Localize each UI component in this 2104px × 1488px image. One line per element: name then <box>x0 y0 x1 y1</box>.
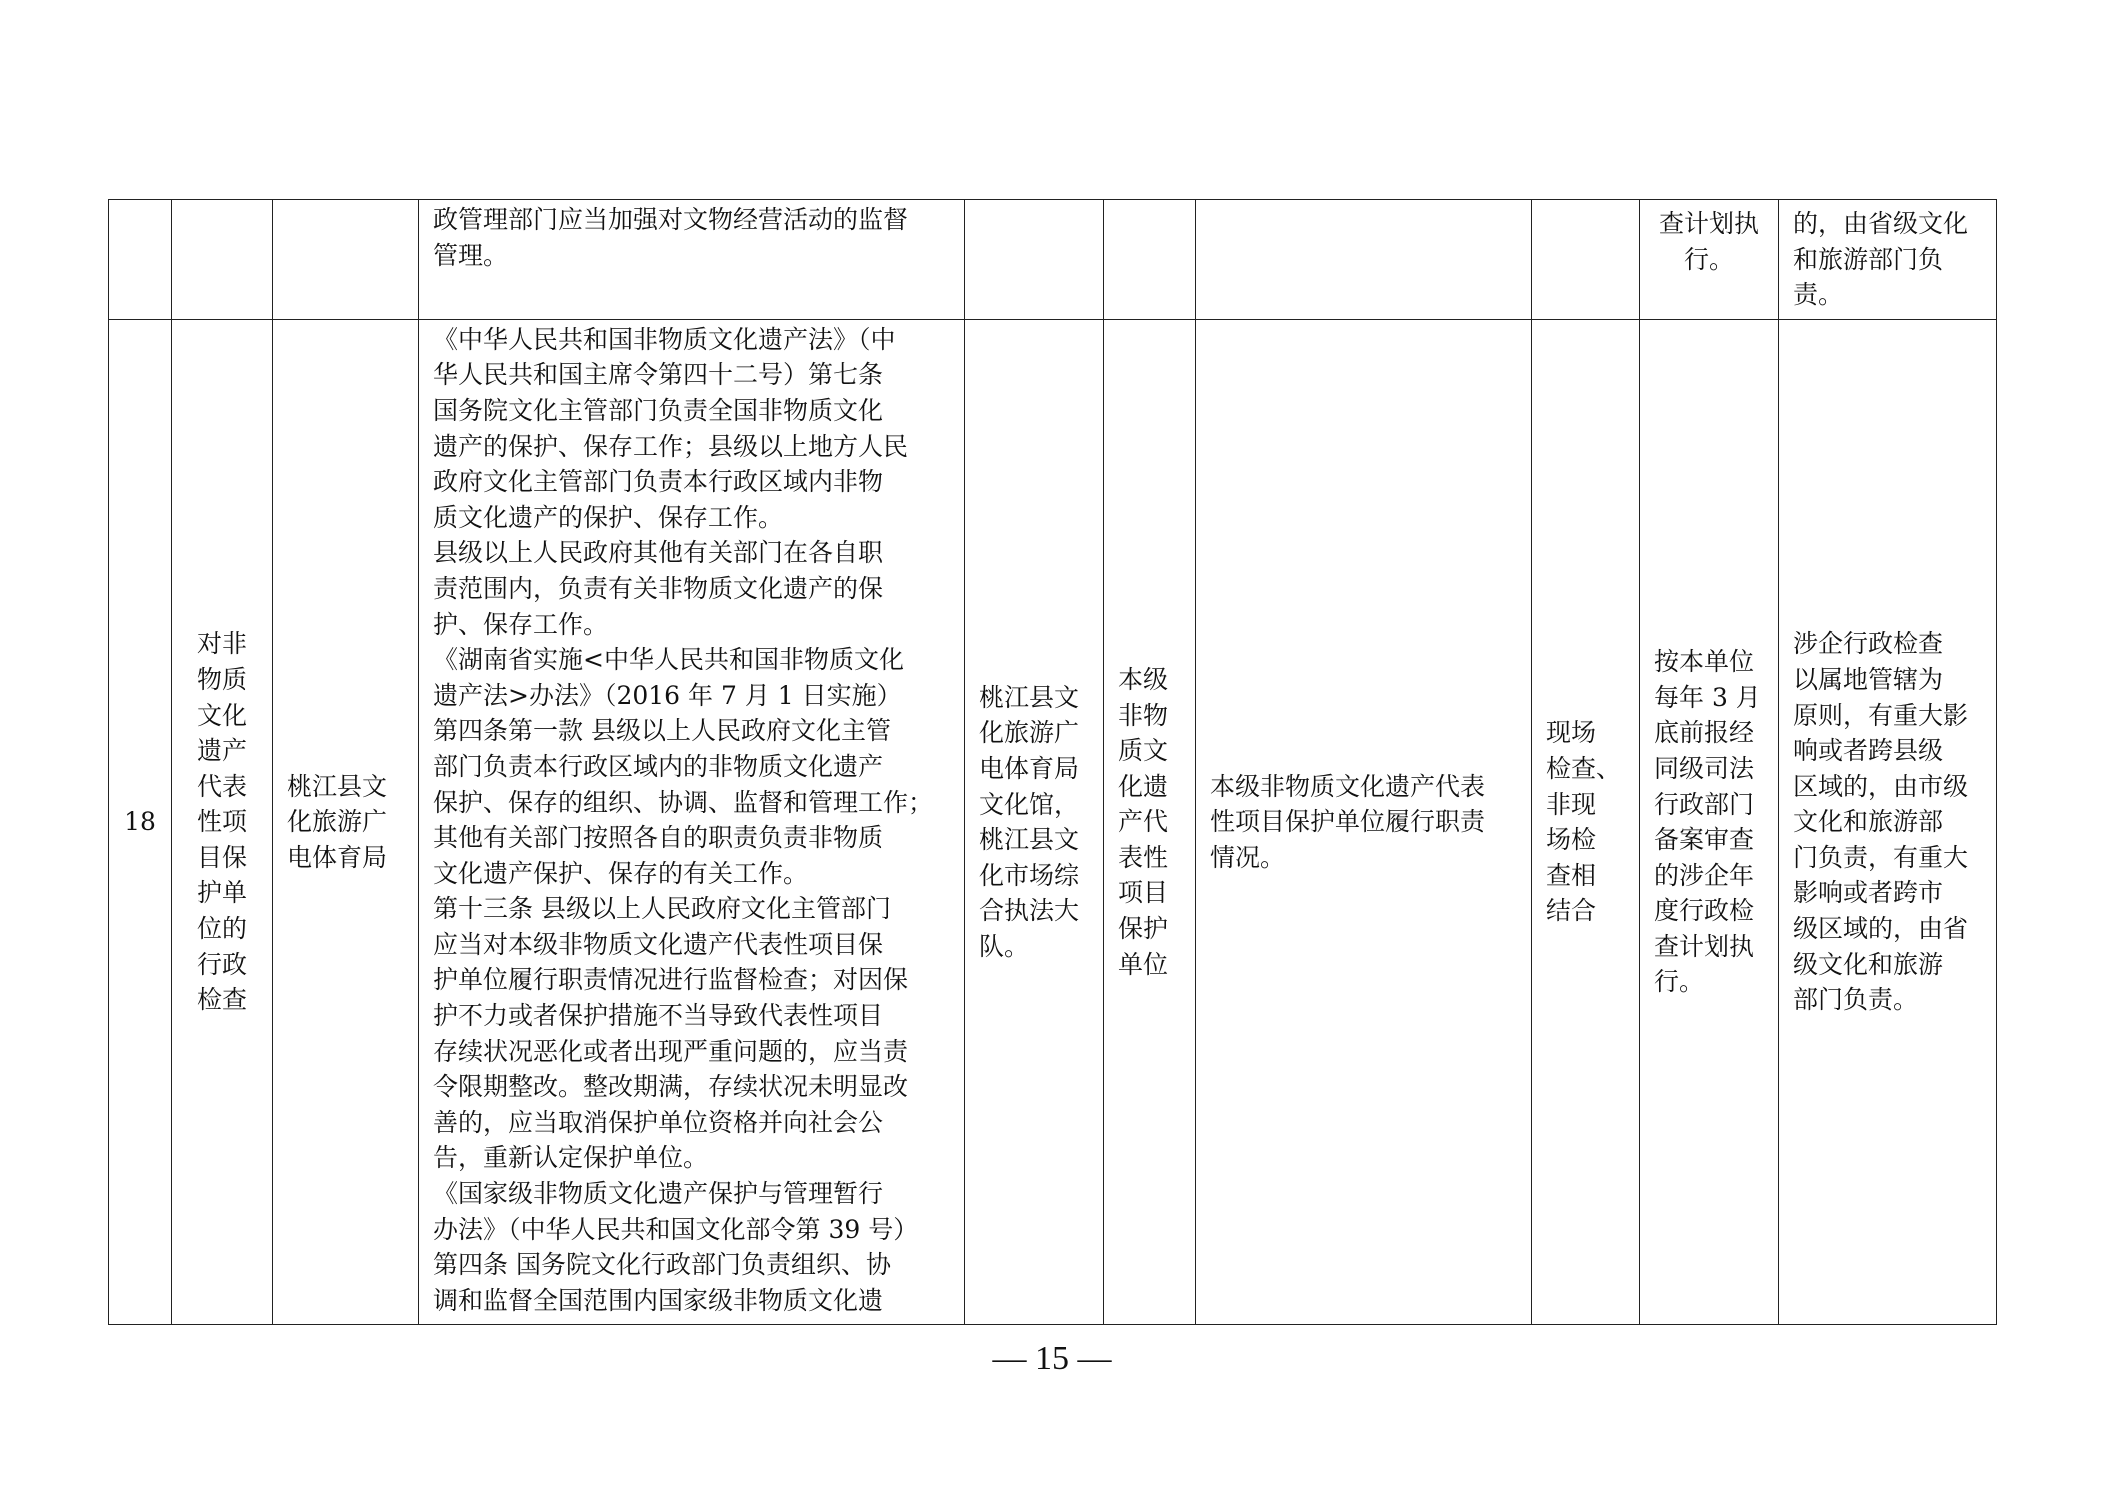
cell-implementer: 桃江县文 化旅游广 电体育局 文化馆， 桃江县文 化市场综 合执法大 队。 <box>965 319 1104 1325</box>
cell-implementer <box>965 200 1104 320</box>
cell-note: 的，由省级文化 和旅游部门负 责。 <box>1779 200 1997 320</box>
cell-authority <box>273 200 419 320</box>
cell-item: 对非 物质 文化 遗产 代表 性项 目保 护单 位的 行政 检查 <box>172 319 273 1325</box>
cell-method <box>1532 200 1640 320</box>
cell-method: 现场 检查、 非现 场检 查相 结合 <box>1532 319 1640 1325</box>
cell-plan: 按本单位 每年 3 月 底前报经 同级司法 行政部门 备案审查 的涉企年 度行政检 查计划执 行。 <box>1640 319 1779 1325</box>
cell-note: 涉企行政检查 以属地管辖为 原则，有重大影 响或者跨县级 区域的，由市级 文化和旅游部 门负责，有重大 影响或者跨市 级区域的，由省 级文化和旅游 部门负责。 <box>1779 319 1997 1325</box>
cell-object <box>1104 200 1196 320</box>
cell-no <box>109 200 172 320</box>
cell-plan: 查计划执 行。 <box>1640 200 1779 320</box>
cell-authority: 桃江县文 化旅游广 电体育局 <box>273 319 419 1325</box>
cell-basis: 政管理部门应当加强对文物经营活动的监督 管理。 <box>419 200 965 320</box>
cell-no: 18 <box>109 319 172 1325</box>
cell-content <box>1196 200 1532 320</box>
table-row-18 <box>109 319 1997 1325</box>
cell-object: 本级 非物 质文 化遗 产代 表性 项目 保护 单位 <box>1104 319 1196 1325</box>
inspection-table <box>108 199 1997 1325</box>
cell-basis: 《中华人民共和国非物质文化遗产法》（中 华人民共和国主席令第四十二号）第七条 国务院文化主管部门负责全国非物质文化 遗产的保护、保存工作；县级以上地方人民 政府文化主管部门负责本行政区域内非物 质文化遗产的保护、保存工作。 县级以上人民政府其他有关部门在各自职 责范围内，负责有关非物质文化遗产的保 护、保存工作。 《湖南省实施<中华人民共和国非物质文化 遗产法>办法》（2016 年 7 月 1 日实施） 第四条第一款 县级以上人民政府文化主管 部门负责本行政区域内的非物质文化遗产 保护、保存的组织、协调、监督和管理工作； 其他有关部门按照各自的职责负责非物质 文化遗产保护、保存的有关工作。 第十三条 县级以上人民政府文化主管部门 应当对本级非物质文化遗产代表性项目保 护单位履行职责情况进行监督检查；对因保 护不力或者保护措施不当导致代表性项目 存续状况恶化或者出现严重问题的，应当责 令限期整改。整改期满，存续状况未明显改 善的，应当取消保护单位资格并向社会公 告，重新认定保护单位。 《国家级非物质文化遗产保护与管理暂行 办法》（中华人民共和国文化部令第 39 号） 第四条 国务院文化行政部门负责组织、协 调和监督全国范围内国家级非物质文化遗 <box>419 319 965 1325</box>
cell-item <box>172 200 273 320</box>
page-number: — 15 — <box>992 1340 1112 1377</box>
table-row-continued <box>109 200 1997 320</box>
cell-content: 本级非物质文化遗产代表 性项目保护单位履行职责 情况。 <box>1196 319 1532 1325</box>
